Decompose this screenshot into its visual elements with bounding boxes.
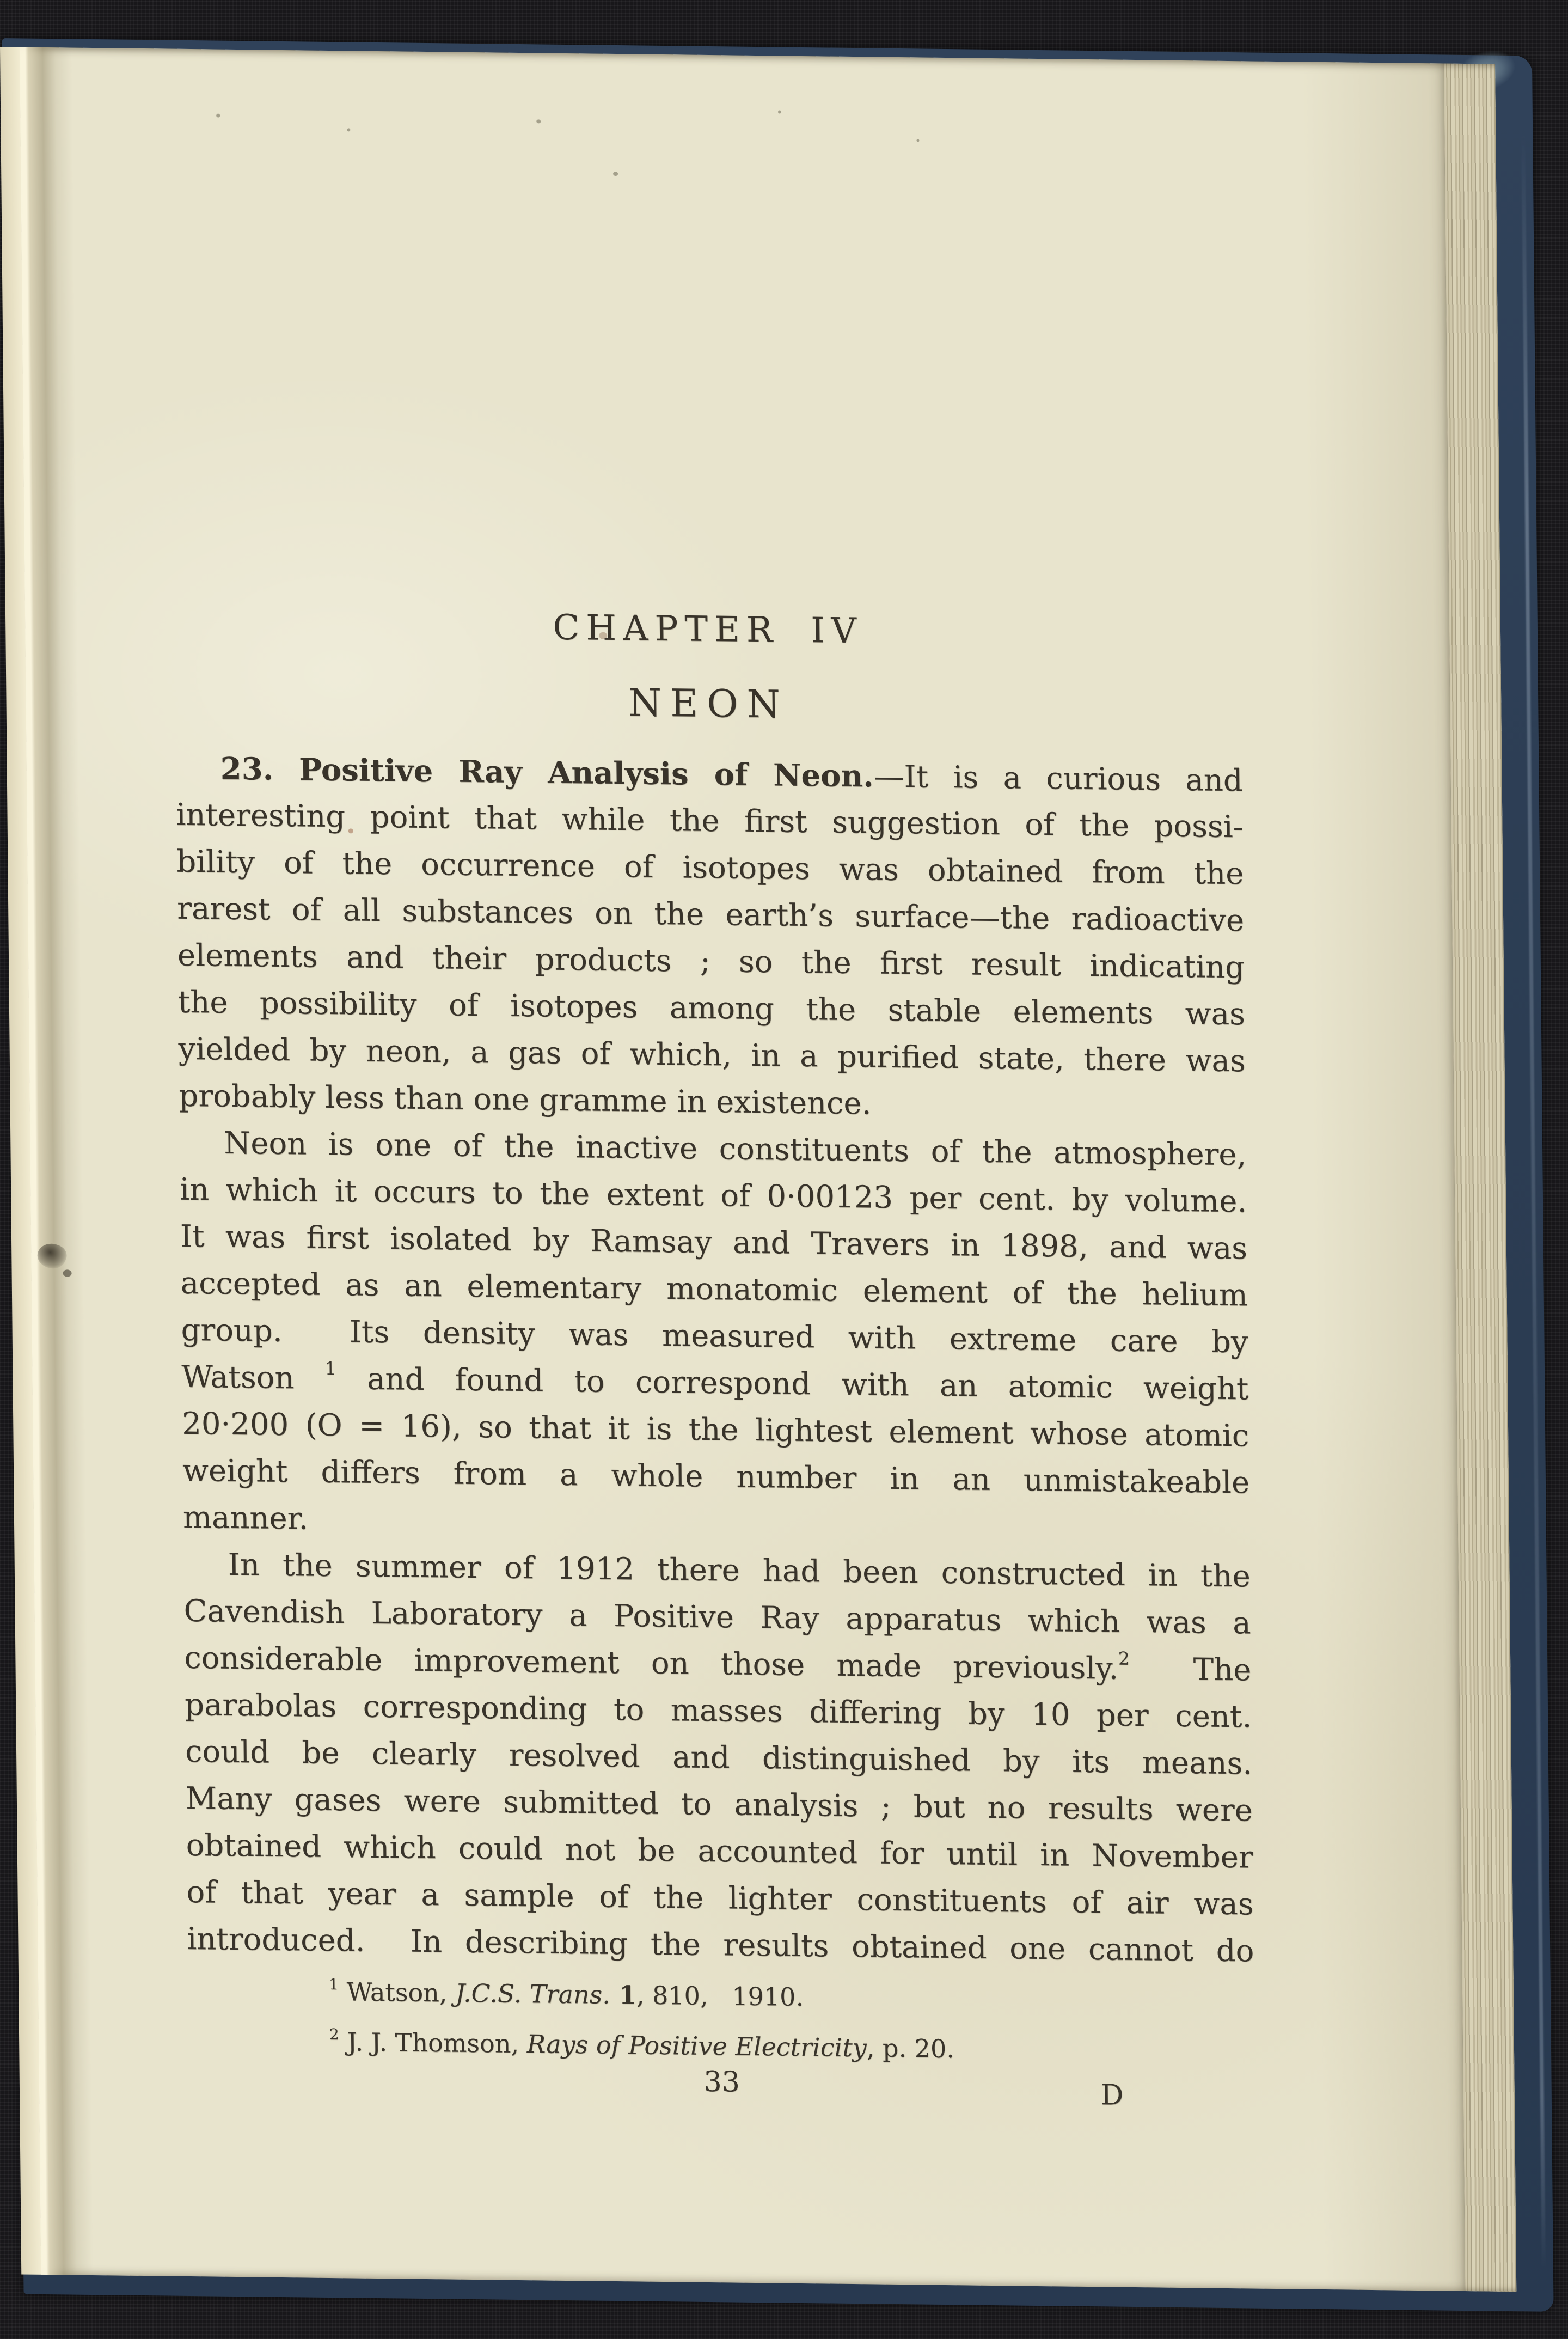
page-number: 33 [703, 2065, 740, 2099]
body-line: the possibility of isotopes among the stable elements was [177, 984, 1246, 1033]
book [0, 47, 1516, 2292]
body-line: group. Its density was measured with extreme care by [181, 1312, 1248, 1360]
body-line-text: considerable improvement on those made previously. [184, 1640, 1119, 1687]
page [20, 47, 1465, 2291]
body-line: weight differs from a whole number in an unmistakeable [182, 1452, 1250, 1501]
body-line: obtained which could not be accounted for until in November [186, 1827, 1253, 1876]
footnote-2-title: Rays of Positive Electricity [526, 2029, 867, 2063]
body-line: in which it occurs to the extent of 0·00123 per cent. by volume. [179, 1171, 1247, 1220]
body-line: 20·200 (O = 16), so that it is the lightest element whose atomic [181, 1406, 1250, 1454]
signature-mark: D [1100, 2079, 1124, 2112]
body-line: parabolas corresponding to masses differing by 10 per cent. [184, 1687, 1252, 1735]
body-line: probably less than one gramme in existence. [179, 1078, 872, 1122]
body-line-text: and found to correspond with an atomic weight [336, 1361, 1249, 1407]
body-line: manner. [182, 1499, 309, 1537]
chapter-heading: CHAPTER IV [553, 607, 863, 652]
footnote-1 [329, 1977, 804, 2011]
body-line: interesting point that while the first suggestion of the possi- [176, 797, 1244, 845]
body-line: rarest of all substances on the earth’s surface—the radioactive [176, 890, 1245, 939]
footnote-reference-1: 1 [324, 1357, 336, 1379]
body-line: of that year a sample of the lighter constituents of air was [186, 1874, 1254, 1922]
body-line: It was first isolated by Ramsay and Travers in 1898, and was [180, 1218, 1248, 1267]
footnote-1-text: , 810, 1910. [636, 1980, 804, 2012]
body-line-text: —It is a curious and [873, 759, 1243, 799]
footnote-2-text: J. J. Thomson, [339, 2027, 527, 2059]
printed-text [20, 47, 1465, 2291]
body-text [175, 745, 1254, 1975]
footnote-1-text: Watson, [338, 1977, 456, 2008]
footnote-2-marker: 2 [329, 2025, 339, 2044]
footnote-1-volume: 1 [610, 1980, 637, 2010]
body-line: In the summer of 1912 there had been constructed in the [228, 1547, 1251, 1595]
chapter-title: NEON [628, 680, 789, 727]
body-line-text: The [1129, 1651, 1252, 1688]
body-line: could be clearly resolved and distinguished by its means. [185, 1733, 1253, 1782]
body-line: Cavendish Laboratory a Positive Ray apparatus which was a [183, 1593, 1251, 1641]
body-line: accepted as an elementary monatomic element of the helium [180, 1265, 1248, 1314]
footnote-1-marker: 1 [328, 1975, 339, 1994]
footnote-1-journal: J.C.S. Trans. [455, 1978, 611, 2010]
footnote-2 [329, 2027, 954, 2063]
body-line: introduced. In describing the results obtained one cannot do [187, 1921, 1254, 1969]
body-line: elements and their products ; so the first result indicating [177, 937, 1245, 986]
body-line: Many gases were submitted to analysis ; but no results were [185, 1780, 1253, 1829]
cover-edge-highlight [1521, 132, 1546, 2268]
body-line-text: Watson [181, 1359, 326, 1396]
footnote-reference-2: 2 [1118, 1647, 1130, 1669]
body-line: Neon is one of the inactive constituents of the atmosphere, [223, 1125, 1247, 1173]
footnote-2-text: , p. 20. [866, 2033, 955, 2064]
section-run-in-heading: 23. Positive Ray Analysis of Neon. [220, 750, 874, 795]
body-line: yielded by neon, a gas of which, in a purified state, there was [178, 1031, 1246, 1079]
body-line: bility of the occurrence of isotopes was obtained from the [176, 844, 1244, 892]
